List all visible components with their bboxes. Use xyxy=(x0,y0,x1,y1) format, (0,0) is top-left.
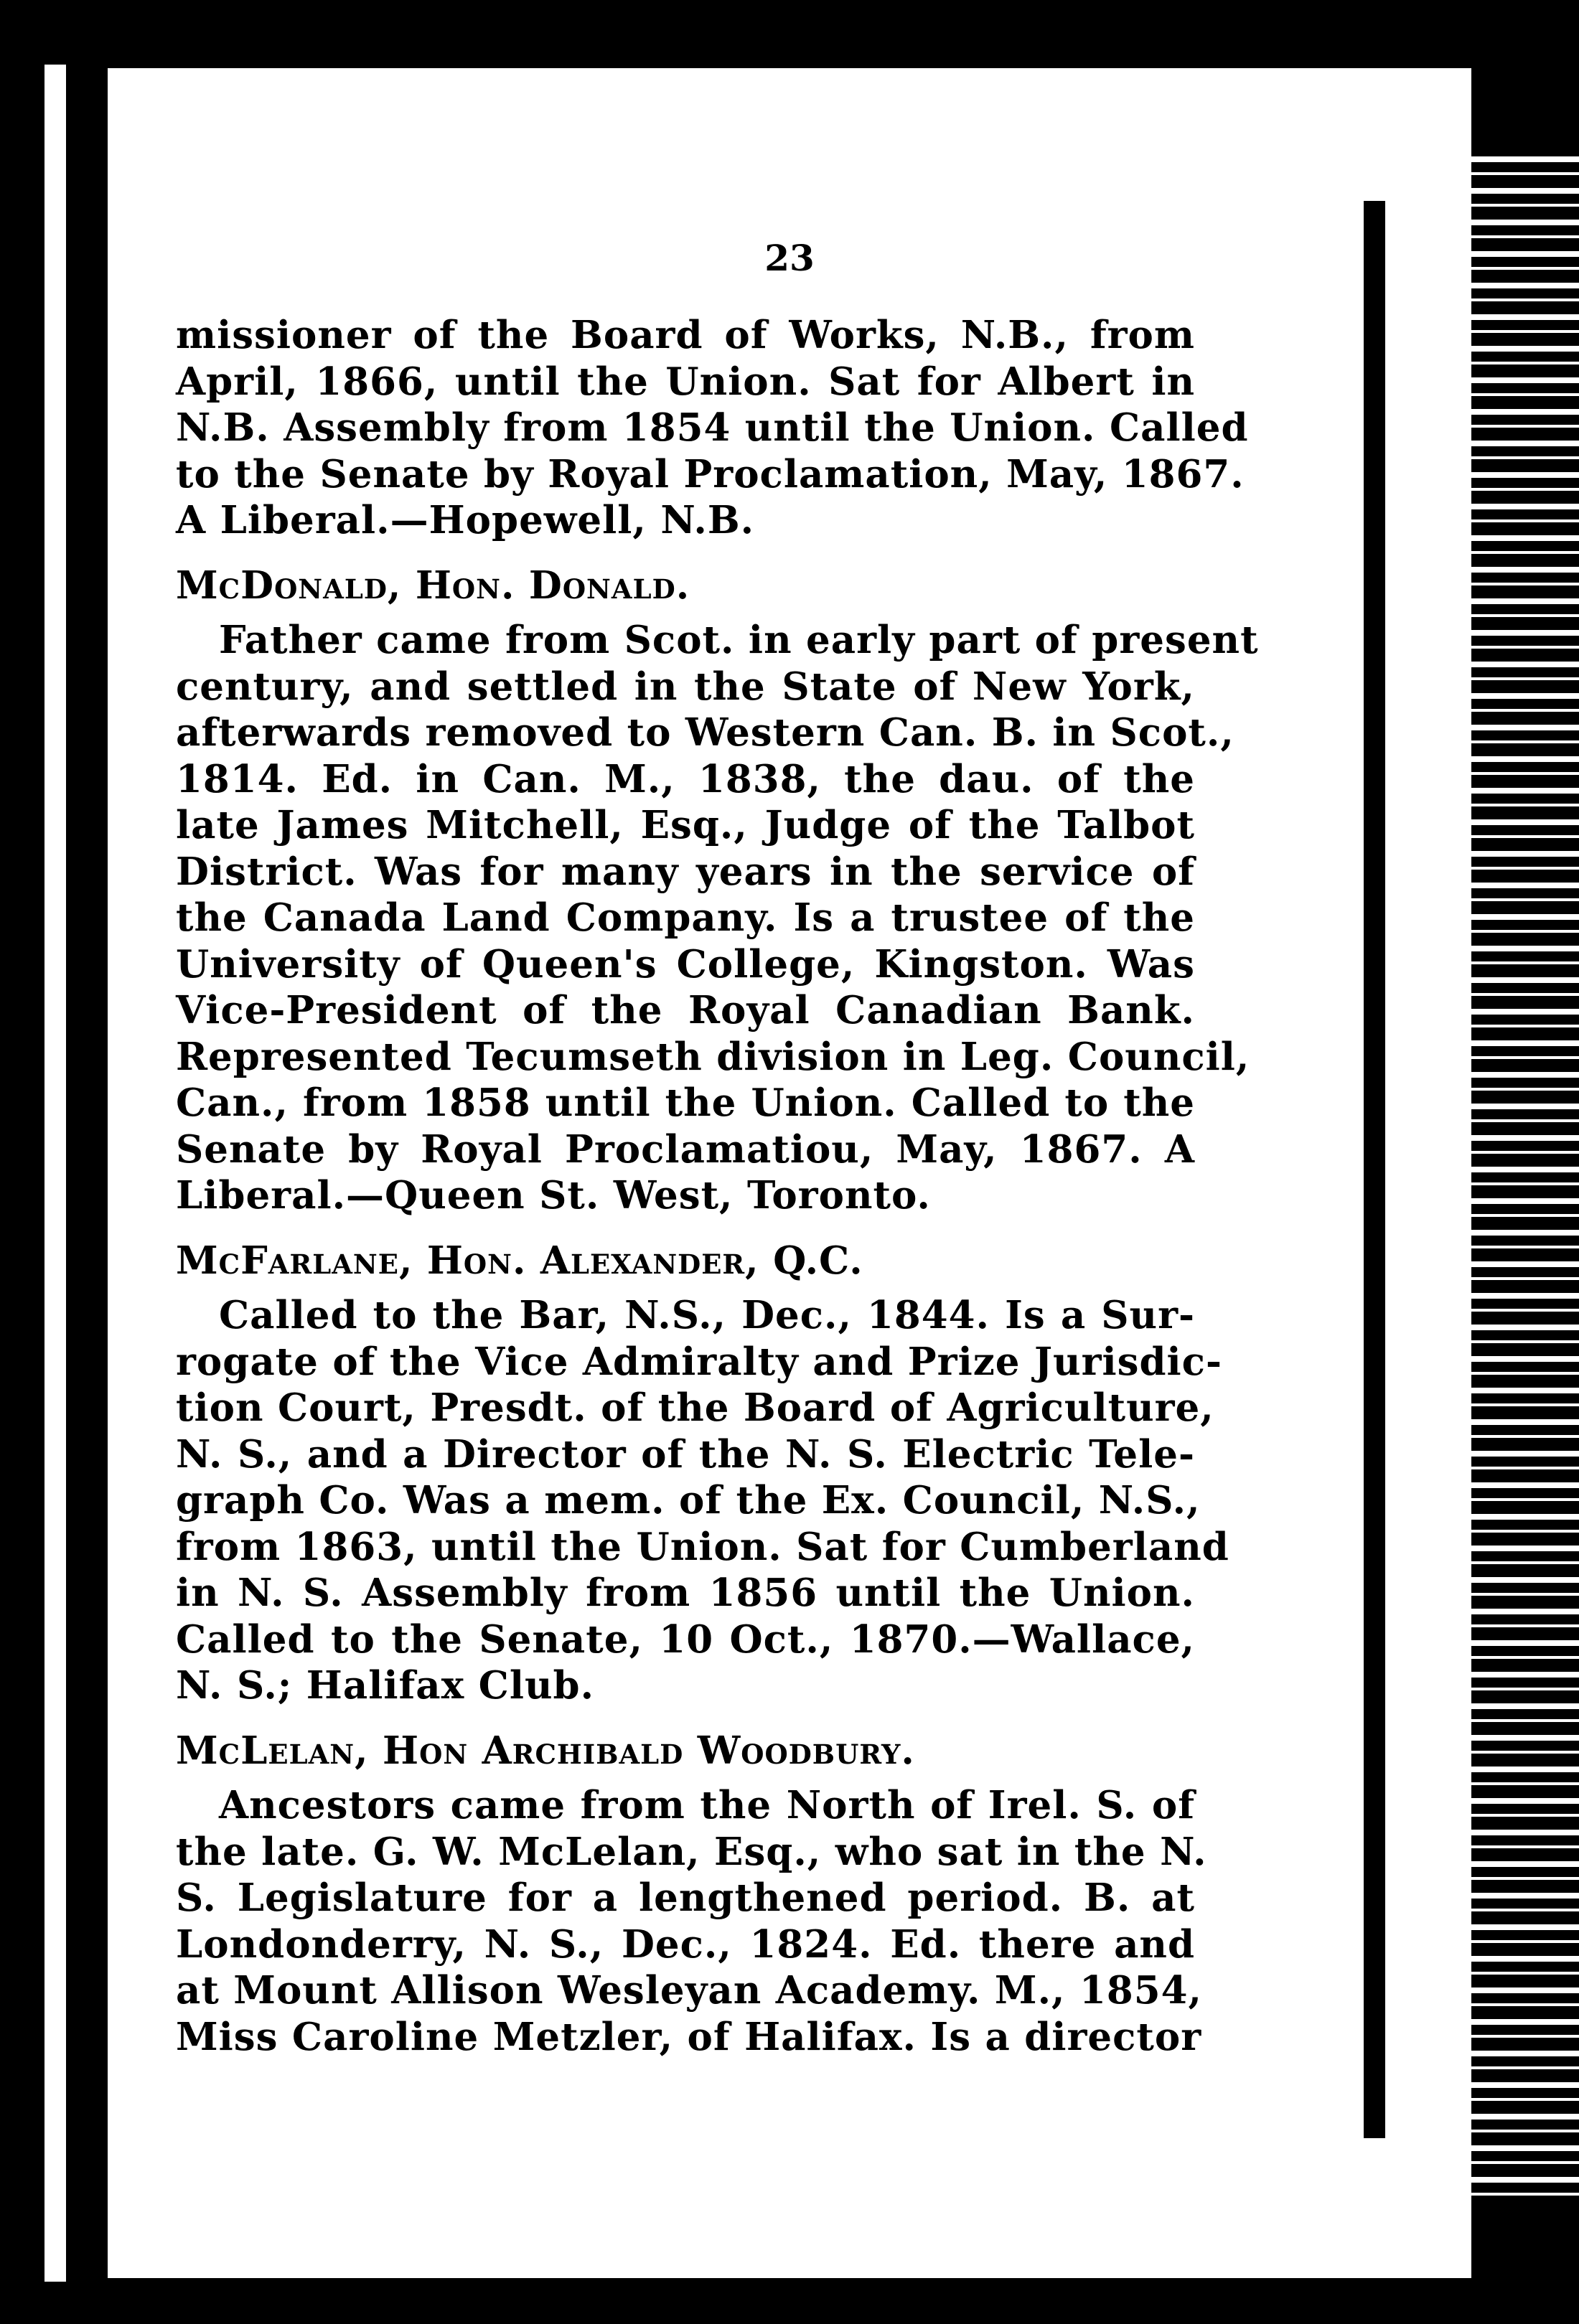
text-line: from 1863, until the Union. Sat for Cumberland xyxy=(176,1524,1229,1569)
text-line: A Liberal.—Hopewell, N.B. xyxy=(176,498,755,542)
text-line: Senate by Royal Proclamatiou, May, 1867. A xyxy=(176,1126,1195,1172)
text-line: N.B. Assembly from 1854 until the Union. Called xyxy=(176,405,1249,450)
text-line: Vice-President of the Royal Canadian Bank. xyxy=(176,988,1195,1032)
page-left-edge xyxy=(44,65,66,2282)
page-text xyxy=(176,312,1259,2069)
text-line: tion Court, Presdt. of the Board of Agriculture, xyxy=(176,1386,1214,1430)
text-line: Father came from Scot. in early part of present xyxy=(219,618,1259,662)
entry-heading: McDonald, Hon. Donald. xyxy=(176,563,690,608)
text-line: Miss Caroline Metzler, of Halifax. Is a director xyxy=(176,2014,1202,2059)
spacer xyxy=(176,1774,1195,1782)
entry-heading: McLelan, Hon Archibald Woodbury. xyxy=(176,1728,915,1773)
text-line: Ancestors came from the North of Irel. S. of xyxy=(219,1783,1195,1827)
book-page xyxy=(108,68,1471,2278)
text-line: Londonderry, N. S., Dec., 1824. Ed. there and xyxy=(176,1921,1195,1967)
text-line: afterwards removed to Western Can. B. in Scot., xyxy=(176,710,1234,755)
text-line: N. S., and a Director of the N. S. Electric Tele- xyxy=(176,1431,1195,1477)
text-line: in N. S. Assembly from 1856 until the Union. xyxy=(176,1571,1195,1615)
text-line: 1814. Ed. in Can. M., 1838, the dau. of the xyxy=(176,756,1195,801)
spacer xyxy=(176,544,1195,552)
text-line: Called to the Senate, 10 Oct., 1870.—Wallace, xyxy=(176,1617,1195,1662)
entry-heading: McFarlane, Hon. Alexander, Q.C. xyxy=(176,1238,863,1283)
spacer xyxy=(176,1284,1195,1292)
text-line: Can., from 1858 until the Union. Called to the xyxy=(176,1081,1195,1125)
text-line: the late. G. W. McLelan, Esq., who sat in the N. xyxy=(176,1829,1207,1874)
text-line: S. Legislature for a lengthened period. B. at xyxy=(176,1876,1195,1920)
text-line: the Canada Land Company. Is a trustee of the xyxy=(176,895,1195,940)
text-line: century, and settled in the State of New York, xyxy=(176,664,1195,709)
text-line: graph Co. Was a mem. of the Ex. Council, N.S., xyxy=(176,1478,1201,1523)
page-stack-edge xyxy=(1471,144,1579,2196)
text-line: University of Queen's College, Kingston. Was xyxy=(176,941,1195,987)
text-line: Called to the Bar, N.S., Dec., 1844. Is a Sur- xyxy=(219,1293,1195,1337)
spacer xyxy=(176,2060,1195,2069)
page-number: 23 xyxy=(764,237,815,279)
spacer xyxy=(176,1219,1195,1228)
text-line: missioner of the Board of Works, N.B., from xyxy=(176,313,1195,357)
spacer xyxy=(176,608,1195,617)
text-line: Represented Tecumseth division in Leg. Council, xyxy=(176,1034,1250,1079)
text-line: to the Senate by Royal Proclamation, May, 1867. xyxy=(176,451,1245,497)
text-line: late James Mitchell, Esq., Judge of the Talbot xyxy=(176,803,1195,847)
text-line: Liberal.—Queen St. West, Toronto. xyxy=(176,1173,931,1218)
text-line: rogate of the Vice Admiralty and Prize Jurisdic- xyxy=(176,1339,1222,1384)
page-gutter-shadow xyxy=(1364,201,1385,2138)
text-line: District. Was for many years in the service of xyxy=(176,849,1195,894)
text-line: N. S.; Halifax Club. xyxy=(176,1663,595,1708)
text-line: at Mount Allison Wesleyan Academy. M., 1854, xyxy=(176,1968,1202,2013)
text-line: April, 1866, until the Union. Sat for Albert in xyxy=(176,359,1195,404)
spacer xyxy=(176,1709,1195,1718)
